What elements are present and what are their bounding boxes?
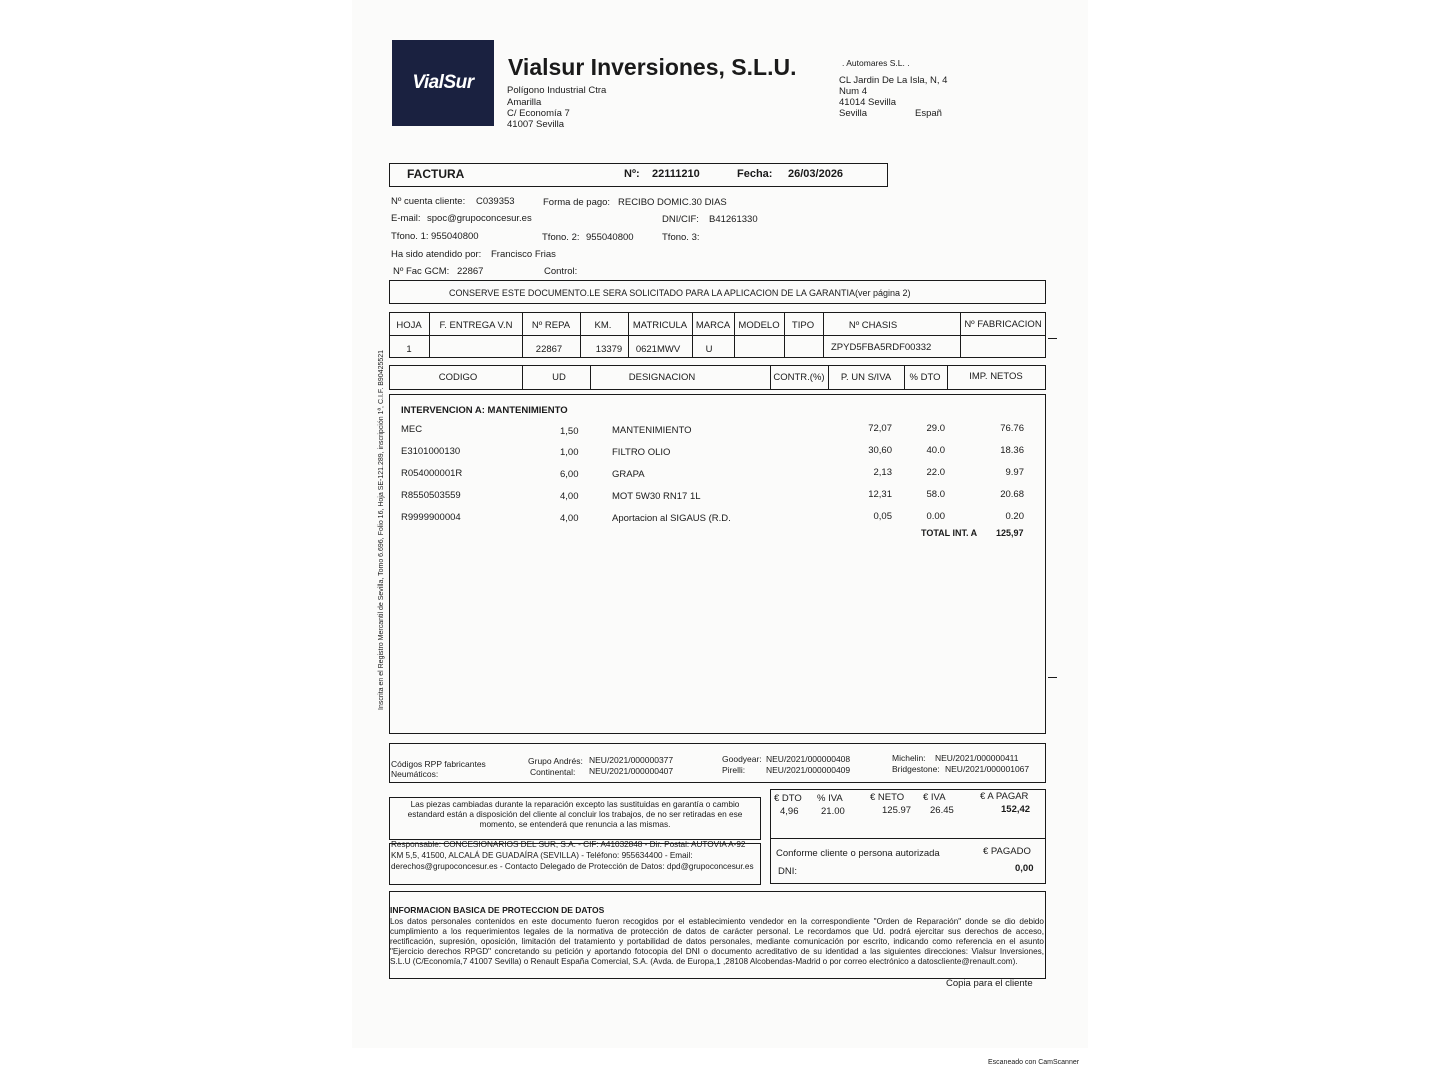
privacy-line: rectificación, supresión, oposición, limitación del tratamiento y portabilidad de datos personales, mediante comunicación por escrito, indicando como referencia en el asunto [390, 937, 1044, 946]
registry-side-text: Inscrita en el Registro Mercantil de Sevilla, Tomo 6.696, Folio 16, Hoja SE-121.289, inscripción 1ª, C.I.F. B90425521 [378, 349, 385, 710]
invoice-number: 22111210 [652, 168, 700, 180]
line-ud: 4,00 [560, 491, 579, 502]
signature-dni-label: DNI: [778, 866, 797, 877]
rpp-brand: Pirelli: [722, 765, 746, 775]
line-code: R9999900004 [401, 512, 461, 523]
totals-value-pagar: 152,42 [1001, 804, 1031, 815]
company-address-1: Polígono Industrial Ctra [507, 85, 607, 96]
privacy-line: Los datos personales contenidos en este documento fueron recogidos por el establecimiento vendedor en la correspondiente "Orden de Reparación" donde se dio debido [390, 917, 1044, 926]
col-precio: P. UN S/IVA [840, 372, 892, 383]
phone2-value: 955040800 [586, 232, 634, 243]
attended-value: Francisco Frias [491, 249, 556, 260]
line-ud: 1,50 [560, 426, 579, 437]
totals-value-iva-pct: 21.00 [821, 806, 845, 817]
privacy-title: INFORMACION BASICA DE PROTECCION DE DATOS [390, 905, 605, 915]
scanner-label: Escaneado con CamScanner [988, 1059, 1080, 1066]
line-ud: 6,00 [560, 469, 579, 480]
line-net: 20.68 [1000, 489, 1024, 500]
parts-notice-line: momento, se entenderá que renuncia a las mismas. [479, 819, 671, 829]
totals-header-pagar: € A PAGAR [980, 791, 1029, 802]
recipient-country: Españ [915, 108, 942, 119]
line-net: 18.36 [1000, 445, 1024, 456]
parts-notice-line: Las piezas cambiadas durante la reparación excepto las sustituidas en garantía o cambio [410, 799, 740, 809]
rpp-brand: Bridgestone: [892, 764, 940, 774]
rpp-brand: Continental: [530, 767, 576, 777]
company-name: Vialsur Inversiones, S.L.U. [508, 54, 797, 80]
phone3-label: Tfono. 3: [662, 232, 700, 243]
parts-notice-line: estandard están a disposición del cliente al concluir los trabajos, de no ser retiradas en ese [407, 809, 743, 819]
line-net: 9.97 [1005, 467, 1024, 478]
paid-value: 0,00 [1015, 863, 1034, 874]
vehicle-header-entrega: F. ENTREGA V.N [439, 320, 513, 331]
col-designacion: DESIGNACION [628, 372, 696, 383]
email-label: E-mail: [391, 213, 421, 224]
rpp-label-2: Neumáticos: [391, 769, 439, 779]
dni-label: DNI/CIF: [662, 214, 699, 225]
privacy-line: cumplimiento a los requerimientos legales de la normativa de protección de datos de carácter personal. Le recordamos que Ud. podrá ejercitar sus derechos de acceso, [390, 927, 1044, 936]
line-desc: FILTRO OLIO [612, 447, 671, 458]
invoice-date-label: Fecha: [737, 168, 773, 180]
logo-text: VialSur [412, 72, 474, 93]
line-desc: MOT 5W30 RN17 1L [612, 491, 701, 502]
vehicle-value-chasis: ZPYD5FBA5RDF00332 [831, 342, 932, 353]
line-price: 2,13 [873, 467, 892, 478]
copy-label: Copia para el cliente [946, 978, 1033, 989]
phone1-label: Tfono. 1: [391, 231, 429, 242]
vehicle-header-modelo: MODELO [738, 320, 780, 331]
line-ud: 1,00 [560, 447, 579, 458]
intervention-title: INTERVENCION A: MANTENIMIENTO [401, 405, 568, 416]
vehicle-value-repa: 22867 [535, 344, 563, 355]
payment-label: Forma de pago: [543, 197, 611, 208]
rpp-code: NEU/2021/000000409 [766, 765, 851, 775]
warranty-notice: CONSERVE ESTE DOCUMENTO.LE SERA SOLICITADO PARA LA APLICACION DE LA GARANTIA(ver página 2) [449, 288, 911, 298]
gcm-value: 22867 [457, 266, 484, 277]
col-codigo: CODIGO [438, 372, 478, 383]
responsible-line: KM 5,5, 41500, ALCALÁ DE GUADAÍRA (SEVILLA) - Teléfono: 955634400 - Email: [391, 851, 693, 860]
line-code: MEC [401, 424, 423, 435]
line-dto: 40.0 [926, 445, 945, 456]
vehicle-header-marca: MARCA [695, 320, 731, 331]
account-value: C039353 [476, 196, 515, 207]
vehicle-header-km: KM. [594, 320, 612, 331]
dni-value: B41261330 [709, 214, 758, 225]
responsible-line: derechos@grupoconcesur.es - Contacto Delegado de Protección de Datos: dpd@grupoconcesur.es [391, 862, 754, 871]
rpp-code: NEU/2021/000000411 [935, 753, 1019, 763]
rpp-code: NEU/2021/000000377 [589, 755, 674, 765]
conforme-label: Conforme cliente o persona autorizada [776, 848, 940, 859]
account-label: Nº cuenta cliente: [391, 196, 466, 207]
total-value: 125,97 [996, 528, 1024, 538]
line-desc: GRAPA [612, 469, 645, 480]
line-code: R8550503559 [401, 490, 461, 501]
totals-value-iva: 26.45 [930, 805, 954, 816]
rpp-brand: Grupo Andrés: [528, 756, 583, 766]
invoice-number-label: Nº: [624, 168, 640, 180]
recipient-line-1: CL Jardin De La Isla, N, 4 [839, 75, 948, 86]
vehicle-value-marca: U [705, 344, 713, 355]
col-ud: UD [552, 372, 566, 383]
gcm-label: Nº Fac GCM: [393, 266, 450, 277]
vehicle-value-km: 13379 [595, 344, 623, 355]
invoice-date: 26/03/2026 [788, 168, 844, 180]
line-code: E3101000130 [401, 446, 461, 457]
col-netos: IMP. NETOS [969, 371, 1023, 382]
company-address-2: Amarilla [507, 97, 542, 108]
payment-value: RECIBO DOMIC.30 DIAS [618, 197, 727, 208]
line-net: 0.20 [1005, 511, 1024, 522]
vehicle-value-matricula: 0621MWV [635, 344, 681, 355]
lines-body-box [389, 394, 1046, 734]
line-dto: 22.0 [926, 467, 945, 478]
line-dto: 58.0 [926, 489, 945, 500]
totals-value-dto: 4,96 [780, 806, 799, 817]
attended-label: Ha sido atendido por: [391, 249, 482, 260]
recipient-city: Sevilla [839, 108, 867, 119]
line-dto: 0.00 [926, 511, 945, 522]
line-net: 76.76 [1000, 423, 1024, 434]
control-label: Control: [544, 266, 578, 277]
line-desc: Aportacion al SIGAUS (R.D. [612, 513, 731, 524]
totals-header-iva-pct: % IVA [817, 793, 843, 804]
company-address-3: C/ Economía 7 [507, 108, 570, 119]
phone2-label: Tfono. 2: [542, 232, 580, 243]
line-dto: 29.0 [926, 423, 945, 434]
vehicle-header-repa: Nº REPA [531, 320, 571, 331]
vehicle-header-hoja: HOJA [396, 320, 422, 331]
line-price: 72,07 [868, 423, 892, 434]
rpp-code: NEU/2021/000000407 [589, 766, 674, 776]
totals-value-neto: 125.97 [882, 805, 912, 816]
invoice-title: FACTURA [407, 167, 465, 181]
vehicle-header-chasis: Nº CHASIS [848, 320, 898, 331]
line-price: 30,60 [868, 445, 892, 456]
col-contr: CONTR.(%) [773, 372, 825, 383]
line-price: 12,31 [868, 489, 892, 500]
phone1-value: 955040800 [431, 231, 479, 242]
vehicle-header-matricula: MATRICULA [632, 320, 688, 331]
rpp-brand: Michelin: [892, 753, 926, 763]
line-ud: 4,00 [560, 513, 579, 524]
total-label: TOTAL INT. A [921, 528, 978, 538]
paid-label: € PAGADO [983, 846, 1031, 857]
privacy-line: "Ejercicio derechos RPGD" concretando su petición y aportando fotocopia del DNI o documento acreditativo de su identidad a las siguientes direcciones: Vialsur Inversiones, [390, 947, 1044, 956]
totals-header-dto: € DTO [774, 793, 802, 804]
rpp-code: NEU/2021/000001067 [945, 764, 1030, 774]
rpp-code: NEU/2021/000000408 [766, 754, 851, 764]
responsible-line: Responsable: CONCESIONARIOS DEL SUR, S.A. - CIF: A41032848 - Dir. Postal: AUTOVIA A-92 [391, 840, 746, 849]
recipient-line-3: 41014 Sevilla [839, 97, 897, 108]
rpp-label: Códigos RPP fabricantes [391, 759, 486, 769]
vehicle-value-hoja: 1 [406, 344, 412, 355]
recipient-line-2: Num 4 [839, 86, 867, 97]
email-value: spoc@grupoconcesur.es [427, 213, 532, 224]
company-address-4: 41007 Sevilla [507, 119, 565, 130]
totals-header-iva: € IVA [923, 792, 946, 803]
vehicle-header-tipo: TIPO [791, 320, 815, 331]
col-dto: % DTO [909, 372, 941, 383]
privacy-line: S.L.U (C/Economía,7 41007 Sevilla) o Renault España Comercial, S.A. (Avda. de Europa,1 ,28108 Alcobendas-Madrid o por correo electrónico a datoscliente@renault.com). [390, 957, 1018, 966]
totals-header-neto: € NETO [870, 792, 905, 803]
rpp-brand: Goodyear: [722, 754, 762, 764]
vehicle-header-fabricacion: Nº FABRICACION [964, 319, 1042, 330]
recipient-name: . Automares S.L. . [842, 58, 910, 68]
line-desc: MANTENIMIENTO [612, 425, 692, 436]
line-code: R054000001R [401, 468, 463, 479]
line-price: 0,05 [873, 511, 892, 522]
company-logo [392, 40, 494, 126]
